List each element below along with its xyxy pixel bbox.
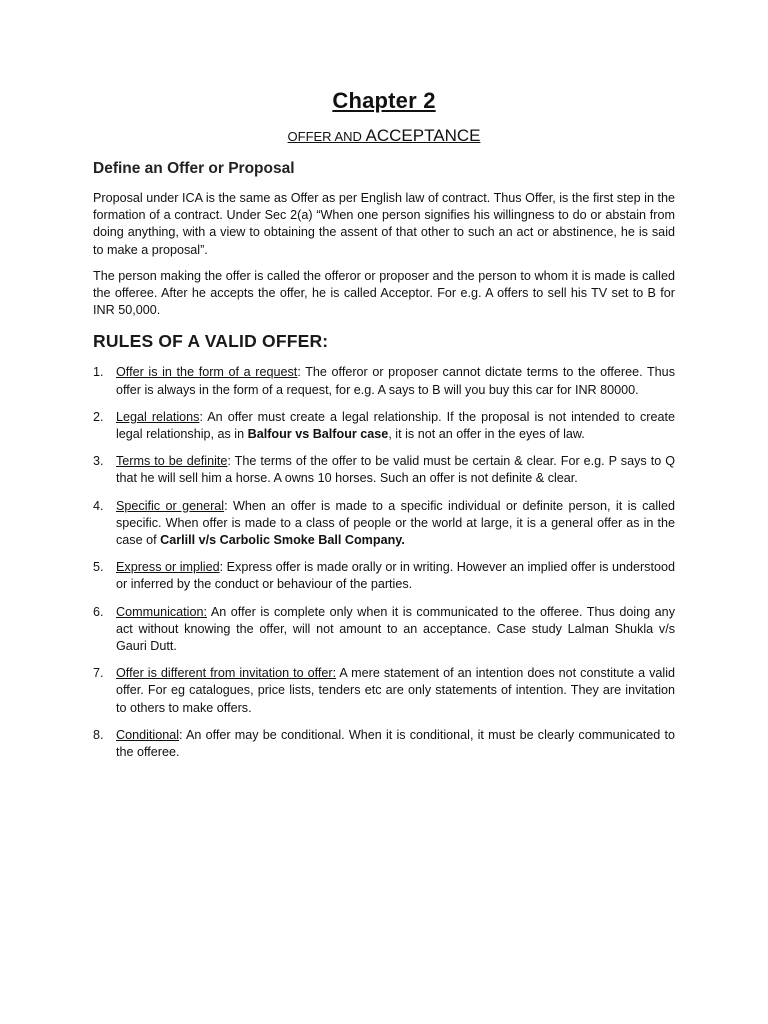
rule-number: 8. bbox=[93, 727, 104, 742]
rule-number: 6. bbox=[93, 604, 104, 619]
rule-item bbox=[93, 364, 675, 398]
rule-term: Communication: bbox=[116, 604, 207, 619]
rule-term: Conditional bbox=[116, 727, 180, 742]
rule-item bbox=[93, 409, 675, 443]
paragraph-offeror: The person making the offer is called the offeror or proposer and the person to whom it is made is called the offeree. After he accepts the offer, he is called Acceptor. For e.g. A offers to sell his TV set to B for INR 50,000. bbox=[93, 268, 675, 318]
rule-number: 1. bbox=[93, 365, 104, 380]
rules-heading: RULES OF A VALID OFFER: bbox=[93, 331, 329, 352]
rule-text: A mere statement of an intention does not constitute a valid offer. For eg catalogues, price lists, tenders etc are only statements of intention. They are invitation to others to make offers. bbox=[116, 666, 675, 715]
page-content bbox=[93, 88, 675, 771]
rule-number: 2. bbox=[93, 409, 104, 424]
rule-text: : The offeror or proposer cannot dictate terms to the offeree. Thus offer is always in the form of a request, for e.g. A says to B will you buy this car for INR 80000. bbox=[116, 365, 675, 397]
rule-term: Legal relations bbox=[116, 409, 200, 424]
rule-text: : When an offer is made to a specific individual or definite person, it is called specific. When offer is made to a class of people or the world at large, it is a general offer as in the case of bbox=[116, 498, 675, 548]
rule-term: Offer is in the form of a request bbox=[116, 365, 298, 380]
rule-item bbox=[93, 559, 675, 593]
rule-term: Express or implied bbox=[116, 560, 220, 575]
rule-term: Specific or general bbox=[116, 498, 225, 513]
rule-term: Terms to be definite bbox=[116, 454, 228, 469]
rule-number: 7. bbox=[93, 666, 104, 681]
case-name: Carlill v/s Carbolic Smoke Ball Company. bbox=[160, 533, 405, 548]
rule-item bbox=[93, 665, 675, 717]
chapter-subtitle bbox=[93, 126, 675, 146]
rule-item bbox=[93, 453, 675, 487]
subtitle-part-1: OFFER AND bbox=[287, 129, 366, 144]
rule-item bbox=[93, 498, 675, 550]
rule-term: Offer is different from invitation to offer: bbox=[116, 666, 337, 681]
rule-text: : An offer may be conditional. When it is conditional, it must be clearly communicated to the offeree. bbox=[116, 727, 675, 760]
rule-text: An offer is complete only when it is communicated to the offeree. Thus doing any act without knowing the offer, will not amount to an acceptance. Case study Lalman Shukla v/s Gauri Dutt. bbox=[116, 604, 675, 654]
subtitle-part-2: ACCEPTANCE bbox=[365, 126, 481, 145]
case-name: Balfour vs Balfour case bbox=[247, 427, 389, 442]
chapter-title: Chapter 2 bbox=[332, 88, 436, 113]
rule-text: : The terms of the offer to be valid must be certain & clear. For e.g. P says to Q that he will sell him a horse. A owns 10 horses. Such an offer is not definite & clear. bbox=[116, 454, 675, 486]
rule-text-after: , it is not an offer in the eyes of law. bbox=[388, 427, 585, 442]
rule-number: 5. bbox=[93, 560, 104, 575]
paragraph-definition: Proposal under ICA is the same as Offer as per English law of contract. Thus Offer, is the first step in the formation of a contract. Under Sec 2(a) “When one person signifies his willingness to do or abstain from doing anything, with a view to obtaining the assent of that other to such an act or abstinence, he is said to make a proposal”. bbox=[93, 191, 675, 257]
rule-item bbox=[93, 604, 675, 656]
rule-text: : An offer must create a legal relationship. If the proposal is not intended to create legal relationship, as in bbox=[116, 409, 675, 442]
rule-number: 3. bbox=[93, 454, 104, 469]
rule-text: : Express offer is made orally or in writing. However an implied offer is understood or inferred by the conduct or behaviour of the parties. bbox=[116, 560, 675, 592]
rule-item bbox=[93, 727, 675, 761]
rule-number: 4. bbox=[93, 498, 104, 513]
define-heading: Define an Offer or Proposal bbox=[93, 160, 295, 177]
rules-list bbox=[93, 364, 675, 761]
